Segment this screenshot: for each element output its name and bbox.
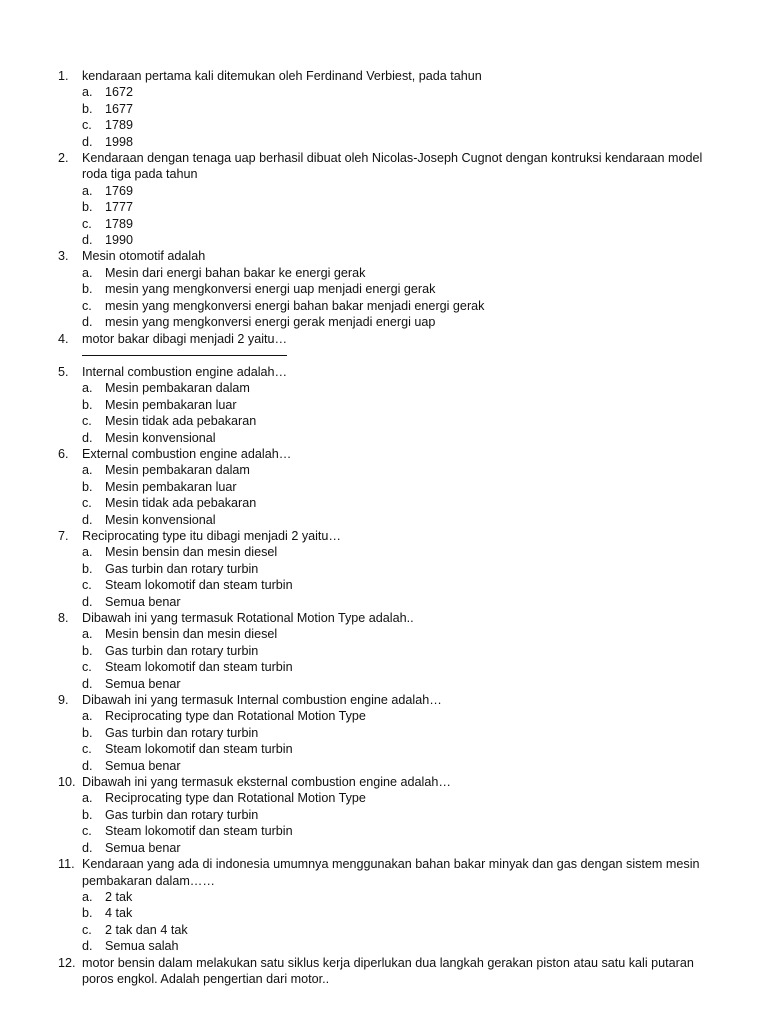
option-item: [82, 643, 718, 659]
option-list: [82, 183, 718, 249]
question-number: 11.: [58, 857, 75, 872]
question-item: [58, 692, 718, 774]
option-item: [82, 430, 718, 446]
question-text: Dibawah ini yang termasuk Internal combustion engine adalah…: [82, 693, 442, 708]
question-body: [82, 610, 718, 692]
question-text: External combustion engine adalah…: [82, 446, 292, 461]
option-text: mesin yang mengkonversi energi bahan bakar menjadi energi gerak: [105, 298, 485, 313]
option-text: 1789: [105, 118, 134, 133]
option-text: mesin yang mengkonversi energi gerak menjadi energi uap: [105, 315, 436, 330]
option-letter: b.: [82, 643, 93, 658]
option-item: [82, 807, 718, 823]
option-letter: b.: [82, 725, 93, 740]
option-letter: a.: [82, 791, 93, 806]
question-text: Dibawah ini yang termasuk eksternal combustion engine adalah…: [82, 775, 451, 790]
option-item: [82, 577, 718, 593]
question-number: 1.: [58, 69, 69, 83]
option-letter: a.: [82, 85, 93, 100]
question-body: [82, 331, 718, 364]
question-body: [82, 150, 718, 248]
option-letter: a.: [82, 545, 93, 560]
option-list: [82, 708, 718, 774]
option-letter: b.: [82, 479, 93, 494]
option-item: [82, 823, 718, 839]
option-text: 1990: [105, 233, 134, 248]
option-text: Mesin pembakaran dalam: [105, 463, 250, 478]
option-item: [82, 265, 718, 281]
question-item: [58, 446, 718, 528]
option-text: 2 tak: [105, 889, 133, 904]
option-item: [82, 462, 718, 478]
option-item: [82, 544, 718, 560]
option-letter: b.: [82, 807, 93, 822]
option-item: [82, 101, 718, 117]
question-body: [82, 528, 718, 610]
option-list: [82, 462, 718, 528]
option-text: 1769: [105, 183, 134, 198]
option-letter: d.: [82, 594, 93, 609]
option-item: [82, 922, 718, 938]
question-item: [58, 856, 718, 954]
question-text: Reciprocating type itu dibagi menjadi 2 yaitu…: [82, 528, 342, 543]
option-text: 1998: [105, 134, 134, 149]
option-text: 1677: [105, 101, 134, 116]
question-item: [58, 150, 718, 248]
option-item: [82, 594, 718, 610]
option-text: Mesin pembakaran dalam: [105, 381, 250, 396]
question-number: 6.: [58, 446, 69, 461]
option-letter: c.: [82, 496, 92, 511]
option-letter: c.: [82, 824, 92, 839]
option-list: [82, 84, 718, 150]
question-number: 4.: [58, 331, 69, 346]
option-letter: b.: [82, 282, 93, 297]
question-text: motor bakar dibagi menjadi 2 yaitu…: [82, 331, 288, 346]
option-item: [82, 479, 718, 495]
question-body: [82, 774, 718, 856]
option-item: [82, 199, 718, 215]
option-letter: d.: [82, 134, 93, 149]
question-item: [58, 774, 718, 856]
option-letter: d.: [82, 315, 93, 330]
question-body: [82, 68, 718, 150]
option-letter: c.: [82, 578, 92, 593]
option-item: [82, 840, 718, 856]
option-item: [82, 397, 718, 413]
option-text: 1777: [105, 200, 134, 215]
option-letter: d.: [82, 840, 93, 855]
option-letter: d.: [82, 512, 93, 527]
question-number: 10.: [58, 775, 76, 790]
option-list: [82, 380, 718, 446]
option-letter: a.: [82, 463, 93, 478]
option-item: [82, 626, 718, 642]
option-letter: d.: [82, 758, 93, 773]
option-item: [82, 725, 718, 741]
option-text: Semua benar: [105, 840, 181, 855]
question-text: Internal combustion engine adalah…: [82, 364, 288, 379]
option-item: [82, 380, 718, 396]
option-item: [82, 790, 718, 806]
question-number: 3.: [58, 249, 69, 264]
option-text: 1789: [105, 216, 134, 231]
option-text: Mesin konvensional: [105, 430, 216, 445]
option-item: [82, 905, 718, 921]
option-letter: a.: [82, 709, 93, 724]
option-letter: a.: [82, 627, 93, 642]
option-text: Gas turbin dan rotary turbin: [105, 807, 259, 822]
option-item: [82, 889, 718, 905]
option-list: [82, 544, 718, 610]
option-text: Gas turbin dan rotary turbin: [105, 643, 259, 658]
question-item: [58, 364, 718, 446]
option-text: 4 tak: [105, 906, 133, 921]
option-letter: d.: [82, 939, 93, 954]
option-text: Mesin konvensional: [105, 512, 216, 527]
option-letter: a.: [82, 183, 93, 198]
option-item: [82, 314, 718, 330]
option-item: [82, 495, 718, 511]
option-text: Steam lokomotif dan steam turbin: [105, 660, 293, 675]
question-text: Kendaraan yang ada di indonesia umumnya menggunakan bahan bakar minyak dan gas dengan sistem mesin pembakaran dalam……: [82, 857, 700, 888]
option-item: [82, 758, 718, 774]
question-number: 7.: [58, 528, 69, 543]
option-letter: b.: [82, 101, 93, 116]
option-text: Mesin tidak ada pebakaran: [105, 496, 257, 511]
option-letter: a.: [82, 265, 93, 280]
question-item: [58, 955, 718, 988]
option-item: [82, 741, 718, 757]
question-list: [58, 68, 718, 987]
option-item: [82, 183, 718, 199]
option-item: [82, 216, 718, 232]
option-text: Reciprocating type dan Rotational Motion Type: [105, 791, 366, 806]
option-text: 2 tak dan 4 tak: [105, 922, 188, 937]
option-letter: b.: [82, 906, 93, 921]
option-letter: c.: [82, 660, 92, 675]
option-text: Mesin dari energi bahan bakar ke energi gerak: [105, 265, 366, 280]
option-text: Mesin pembakaran luar: [105, 397, 237, 412]
option-letter: c.: [82, 742, 92, 757]
option-text: Steam lokomotif dan steam turbin: [105, 742, 293, 757]
option-text: Mesin bensin dan mesin diesel: [105, 627, 278, 642]
question-text: motor bensin dalam melakukan satu siklus kerja diperlukan dua langkah gerakan piston atau satu kali putaran poros engkol. Adalah pengertian dari motor..: [82, 955, 694, 986]
option-list: [82, 265, 718, 331]
question-body: [82, 856, 718, 954]
question-number: 9.: [58, 693, 69, 708]
option-item: [82, 708, 718, 724]
option-text: Semua benar: [105, 758, 181, 773]
option-item: [82, 413, 718, 429]
question-body: [82, 446, 718, 528]
option-item: [82, 232, 718, 248]
option-text: Semua benar: [105, 594, 181, 609]
option-letter: c.: [82, 414, 92, 429]
option-letter: b.: [82, 561, 93, 576]
option-item: [82, 298, 718, 314]
question-item: [58, 331, 718, 364]
answer-blank-line: [82, 347, 287, 356]
option-item: [82, 134, 718, 150]
option-list: [82, 889, 718, 955]
question-text: Dibawah ini yang termasuk Rotational Motion Type adalah..: [82, 611, 414, 625]
option-text: 1672: [105, 85, 134, 100]
option-text: Mesin tidak ada pebakaran: [105, 414, 257, 429]
option-letter: d.: [82, 430, 93, 445]
question-body: [82, 248, 718, 330]
option-letter: c.: [82, 922, 92, 937]
option-text: Reciprocating type dan Rotational Motion Type: [105, 709, 366, 724]
option-list: [82, 790, 718, 856]
option-text: Steam lokomotif dan steam turbin: [105, 824, 293, 839]
question-text: Kendaraan dengan tenaga uap berhasil dibuat oleh Nicolas-Joseph Cugnot dengan kontruksi kendaraan model roda tiga pada tahun: [82, 151, 703, 182]
option-letter: c.: [82, 298, 92, 313]
option-item: [82, 281, 718, 297]
question-number: 5.: [58, 364, 69, 379]
option-text: Semua benar: [105, 676, 181, 691]
option-text: Semua salah: [105, 939, 179, 954]
option-text: Steam lokomotif dan steam turbin: [105, 578, 293, 593]
option-letter: c.: [82, 118, 92, 133]
option-text: mesin yang mengkonversi energi uap menjadi energi gerak: [105, 282, 436, 297]
question-number: 2.: [58, 151, 69, 166]
question-item: [58, 610, 718, 692]
question-item: [58, 248, 718, 330]
option-letter: a.: [82, 381, 93, 396]
option-item: [82, 117, 718, 133]
question-item: [58, 68, 718, 150]
question-body: [82, 364, 718, 446]
option-text: Mesin pembakaran luar: [105, 479, 237, 494]
option-list: [82, 626, 718, 692]
option-letter: a.: [82, 889, 93, 904]
option-letter: c.: [82, 216, 92, 231]
question-text: kendaraan pertama kali ditemukan oleh Ferdinand Verbiest, pada tahun: [82, 69, 482, 83]
question-body: [82, 692, 718, 774]
question-number: 8.: [58, 611, 69, 625]
option-item: [82, 512, 718, 528]
option-text: Gas turbin dan rotary turbin: [105, 561, 259, 576]
option-item: [82, 84, 718, 100]
question-number: 12.: [58, 955, 76, 970]
option-text: Gas turbin dan rotary turbin: [105, 725, 259, 740]
option-letter: b.: [82, 200, 93, 215]
option-letter: d.: [82, 233, 93, 248]
option-item: [82, 659, 718, 675]
question-body: [82, 955, 718, 988]
option-item: [82, 676, 718, 692]
option-letter: d.: [82, 676, 93, 691]
question-text: Mesin otomotif adalah: [82, 249, 206, 264]
option-item: [82, 561, 718, 577]
option-letter: b.: [82, 397, 93, 412]
option-text: Mesin bensin dan mesin diesel: [105, 545, 278, 560]
option-item: [82, 938, 718, 954]
question-item: [58, 528, 718, 610]
